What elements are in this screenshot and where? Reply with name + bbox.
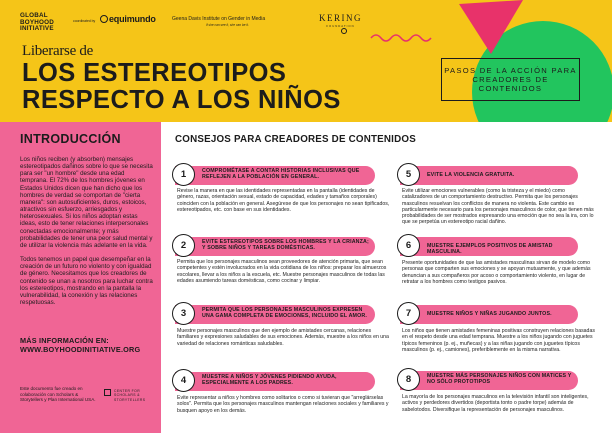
intro-paragraph: Los niños reciben (y absorben) mensajes estereotipados dañinos sobre lo que se necesita para ser "un hombre" desde una edad temprana. El 72% de los hombres jóvenes en Estados Unidos dicen que han dicho que los hombres de verdad se comportan de "cierta manera": son autosuficientes, duros, estoicos, atractivos sin esfuerzo, arriesgados y heterosexuales. Si los niños adoptan estas ideas, esto de tener relaciones interpersonales conectadas emocionalmente; y más probabilidades de tener una peor salud mental y de utilizar la violencia más adelante en la vida. [20, 156, 153, 249]
tip-heading: EVITE ESTEREOTIPOS SOBRE LOS HOMBRES Y LA CRIANZA; Y SOBRE NIÑOS Y TAREAS DOMÉSTICAS. [202, 239, 369, 252]
tip-heading: EVITE LA VIOLENCIA GRATUITA. [427, 172, 515, 178]
global-boyhood-initiative-logo[interactable] [20, 13, 68, 33]
tip-body: Evite utilizar emociones vulnerables (como la tristeza y el miedo) como catalizadores de un comportamiento destructivo. Permita que los personajes masculinos resuelvan los conflictos de manera no violenta. Este cambio es particularmente necesario para los personajes masculinos de color, que tienen más probabilidades de ser mostrados expresando una emoción que no sea la ira, con lo que se perpetúa un estereotipo racial dañino. [402, 188, 594, 226]
tip-body: Muestre personajes masculinos que den ejemplo de amistades cercanas, relaciones familiares y expresiones saludables de sus emociones. Además, muestre a los niños en una variedad de relaciones románticas saludables. [177, 328, 389, 347]
tip-body: La mayoría de los personajes masculinos en la televisión infantil son inteligentes, activos y perdedores divertidos (deportista tonto o padre torpe) además de sabelotodos. Diversifique la representación de personajes masculinos. [402, 394, 589, 413]
tip-body: Evite representar a niños y hombres como solitarios o como si tuvieran que "arreglárselas solos". Permita que los personajes masculinos mantengan relaciones sociales y familiares y busquen apoyo en los demás. [177, 395, 389, 414]
center-scholars-storytellers-logo[interactable] [104, 389, 156, 402]
tip-number: 3 [172, 302, 195, 325]
tips-heading: CONSEJOS PARA CREADORES DE CONTENIDOS [175, 134, 416, 145]
pink-triangle-decoration [455, 0, 527, 56]
more-info-block [20, 336, 160, 354]
tip-number: 2 [172, 234, 195, 257]
title-line: LOS ESTEREOTIPOS [22, 59, 287, 87]
tip-number: 4 [172, 369, 195, 392]
tip-body: Revise la manera en que las identidades representadas en la pantalla (identidades de género, razas, orientación sexual, estado de capacidad, edades y tamaños corporales) coinciden con la población en general. Asegúrese de que los personajes no sean tipificados, estereotipados, etc. con base en sus identidades. [177, 188, 390, 213]
tip-number: 6 [397, 234, 420, 257]
more-info-label: MÁS INFORMACIÓN EN: [20, 336, 109, 345]
tip-body: Presente oportunidades de que las amistades masculinas sirvan de modelo como personas que comparten sus emociones y se apoyan mutuamente, y que además denuncian a sus compañeros por acoso o comportamiento violento, en lugar de retratar a los hombres como testigos pasivos. [402, 260, 591, 285]
tip-header [400, 371, 578, 390]
csc-square-icon [104, 389, 111, 396]
credits-text: Este documento fue creado en colaboración con Scholars & Storytellers y Plan International USA. [20, 386, 96, 403]
tip-heading: MUESTRE EJEMPLOS POSITIVOS DE AMISTAD MASCULINA. [427, 243, 553, 256]
header-banner [0, 0, 612, 122]
intro-heading: INTRODUCCIÓN [20, 132, 121, 146]
intro-paragraph: Todos tenemos un papel que desempeñar en la creación de un futuro no violento y con igualdad de género. Necesitamos que los creadores de contenido se unan a nosotros para luchar contra los estereotipos, mostrando en la pantalla la vulnerabilidad, la conexión y las relaciones respetuosas. [20, 256, 153, 306]
kering-foundation-logo[interactable] [319, 13, 362, 28]
tip-body: Permita que los personajes masculinos sean proveedores de atención primaria, que sean competentes y estén involucrados en la vida cotidiana de los niños: preparar los almuerzos escolares, llevar a los niños a la escuela, etc. Muestre personajes masculinos de todas las edades asumiendo tareas domésticas, como cocinar y limpiar. [177, 259, 387, 284]
csc-wordmark: CENTER FOR SCHOLARS & STORYTELLERS [114, 389, 146, 402]
title-prefix: Liberarse de [22, 43, 93, 59]
geena-davis-institute-logo[interactable] [172, 16, 265, 27]
tip-heading: MUESTRE NIÑOS Y NIÑAS JUGANDO JUNTOS. [427, 311, 552, 317]
equimundo-wordmark: equimundo [109, 14, 156, 24]
tip-number: 5 [397, 163, 420, 186]
tip-header [400, 166, 578, 185]
geena-tagline: if she can see it, she can be it. [206, 23, 249, 27]
coordinated-by-label: coordinated by [73, 19, 96, 23]
title-line: RESPECTO A LOS NIÑOS [22, 86, 341, 114]
more-info-link[interactable]: WWW.BOYHOODINITIATIVE.ORG [20, 345, 141, 354]
action-steps-label: PASOS DE LA ACCIÓN PARA CREADORES DE CONTENIDOS [444, 65, 577, 94]
tip-header [400, 237, 578, 256]
tip-heading: MUESTRE MÁS PERSONAJES NIÑOS CON MATICES Y NO SÓLO PROTOTIPOS [427, 373, 572, 386]
tip-header [175, 237, 375, 256]
geena-line: Geena Davis Institute on Gender in Media [172, 16, 266, 22]
tip-body: Los niños que tienen amistades femeninas positivas construyen relaciones basadas en el respeto desde una edad temprana. Muestre a los niños jugando con juguetes típicos femeninos (p. ej., muñecas) y a las niñas jugando con juguetes típicos masculinos (p. ej., camiones), preferiblemente en la misma narrativa. [402, 328, 595, 353]
tip-number: 8 [397, 368, 420, 391]
intro-body [20, 156, 154, 313]
squiggle-line-decoration [370, 30, 432, 44]
equimundo-circle-icon [100, 15, 108, 23]
kering-owl-icon [341, 28, 347, 34]
tip-heading: MUESTRE A NIÑOS Y JÓVENES PIDIENDO AYUDA, ESPECIALMENTE A LOS PADRES. [202, 374, 337, 387]
tip-header [400, 305, 578, 324]
equimundo-logo[interactable] [100, 14, 156, 24]
kering-sub: FOUNDATION [326, 24, 355, 28]
tip-heading: PERMITA QUE LOS PERSONAJES MASCULINOS EXPRESEN UNA GAMA COMPLETA DE EMOCIONES, INCLUIDO EL AMOR. [202, 307, 367, 320]
kering-wordmark: KERING [319, 13, 362, 23]
tip-number: 7 [397, 302, 420, 325]
tip-number: 1 [172, 163, 195, 186]
logo-line: BOYHOOD [20, 18, 54, 26]
tip-heading: COMPROMÉTASE A CONTAR HISTORIAS INCLUSIVAS QUE REFLEJEN A LA POBLACIÓN EN GENERAL. [202, 168, 360, 181]
tip-header [175, 166, 375, 185]
logo-line: INITIATIVE [20, 25, 54, 33]
page-title [22, 60, 341, 114]
action-steps-box [441, 58, 580, 101]
logo-line: GLOBAL [20, 12, 48, 19]
tip-header [175, 372, 375, 391]
tip-header [175, 305, 375, 324]
